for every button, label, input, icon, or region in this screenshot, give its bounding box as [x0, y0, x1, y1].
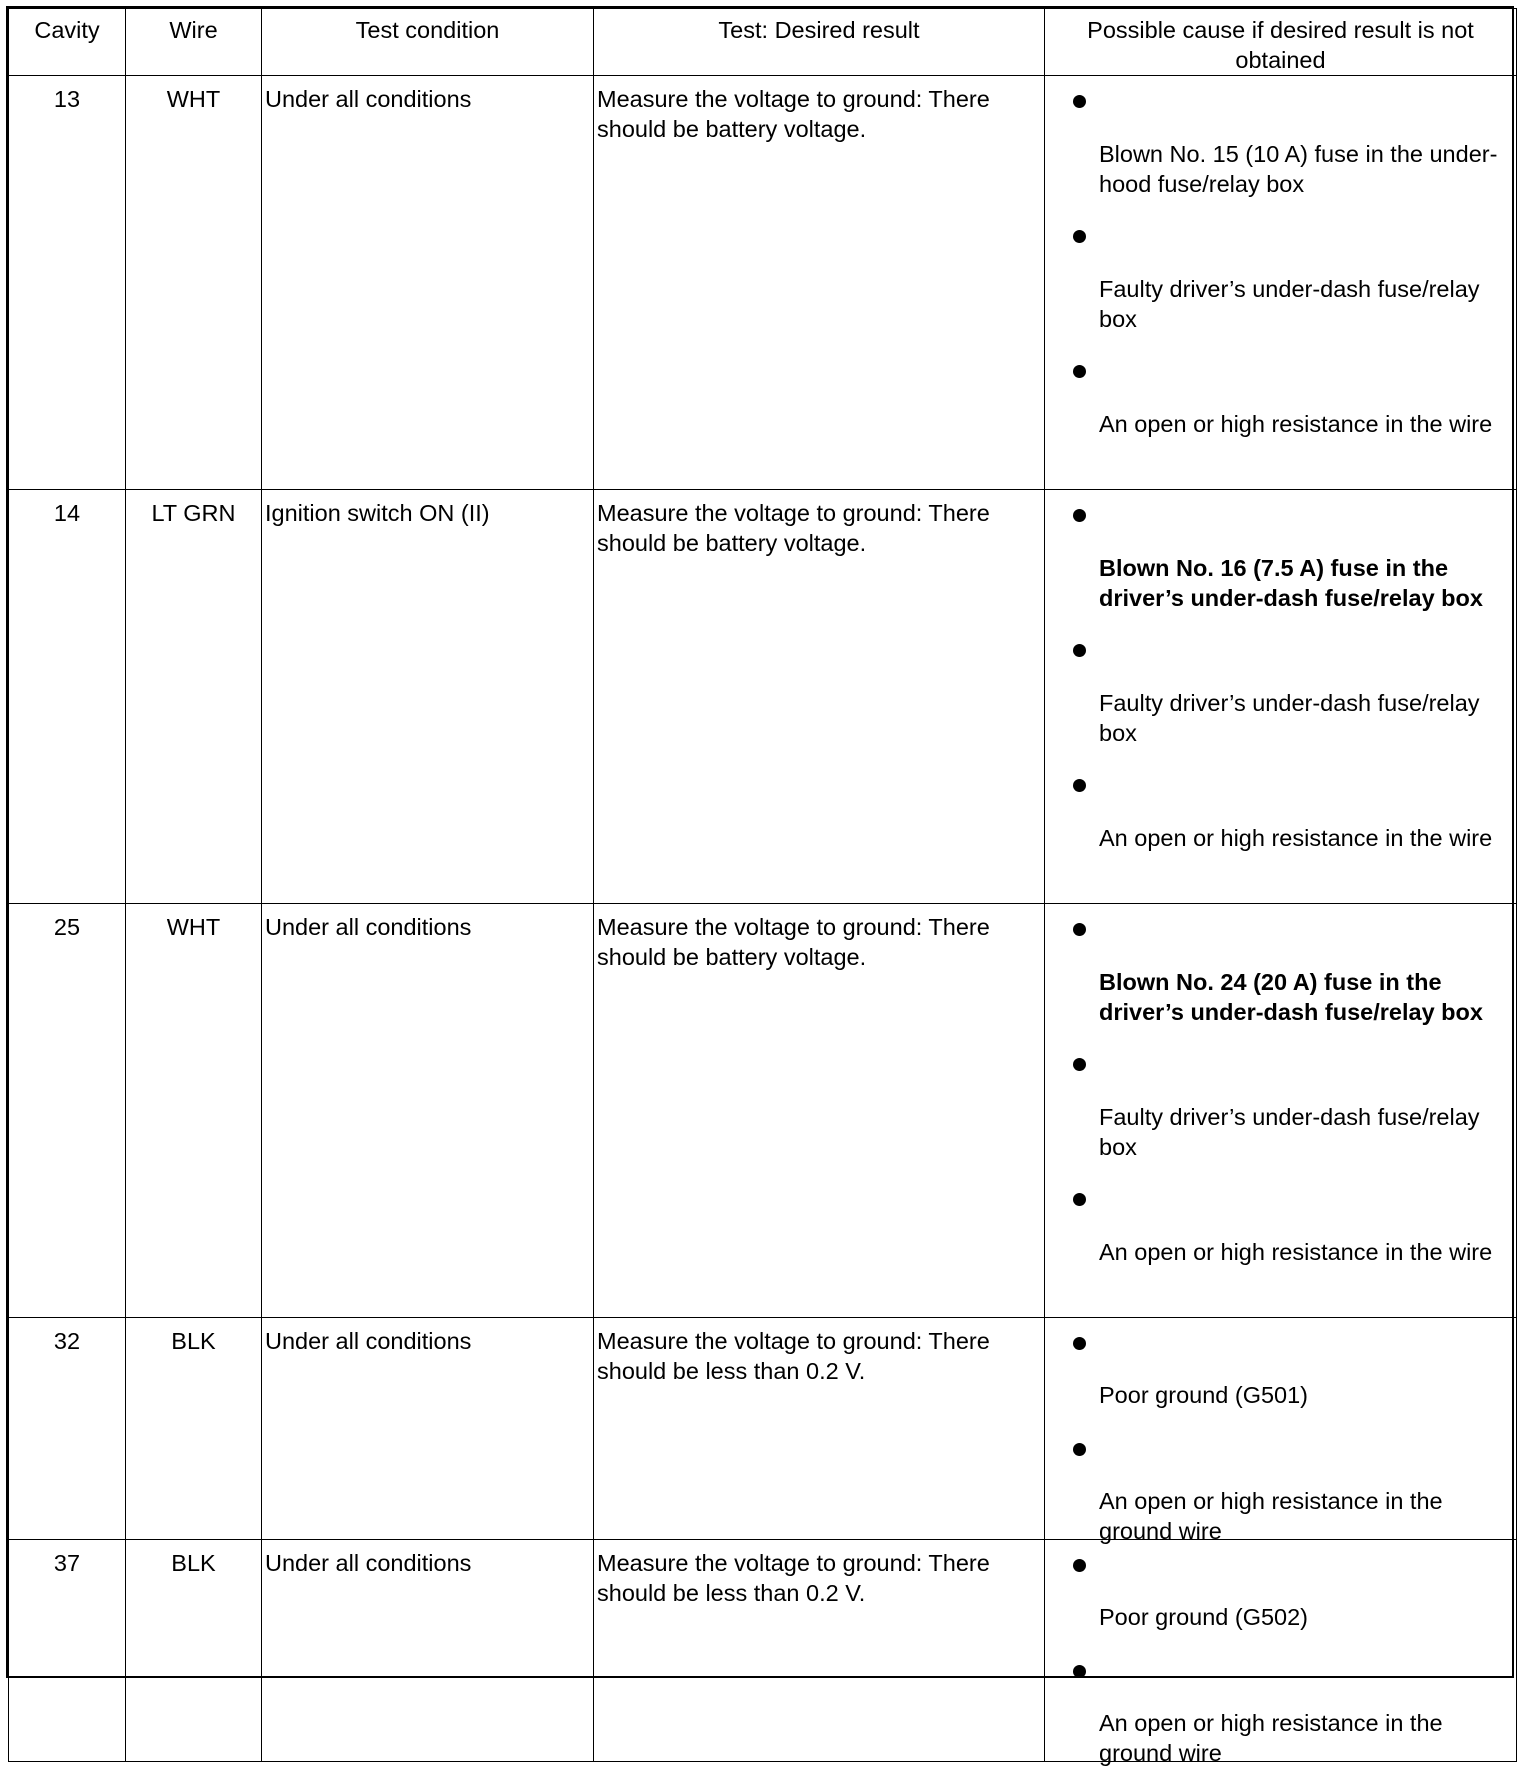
column-header-test-condition: Test condition: [262, 9, 594, 76]
test-condition-cell: Under all conditions: [262, 904, 594, 1318]
cause-text: An open or high resistance in the wire: [1099, 825, 1493, 851]
cause-item: [1057, 354, 1512, 489]
cause-item: [1057, 498, 1512, 633]
cause-text: An open or high resistance in the ground wire: [1099, 1488, 1443, 1544]
bullet-icon: [1073, 1443, 1086, 1456]
cavity-cell: 13: [9, 76, 126, 490]
cause-item: [1057, 912, 1512, 1047]
desired-result-cell: Measure the voltage to ground: There should be battery voltage.: [594, 490, 1045, 904]
column-header-desired-result: Test: Desired result: [594, 9, 1045, 76]
cause-text: Faulty driver’s under-dash fuse/relay box: [1099, 276, 1480, 332]
troubleshooting-table: [8, 8, 1517, 1766]
test-condition-cell: Under all conditions: [262, 1318, 594, 1540]
cause-item: [1057, 1432, 1512, 1544]
table-header-row: [9, 9, 1517, 76]
cause-text: An open or high resistance in the ground wire: [1099, 1710, 1443, 1766]
table-row: [9, 1318, 1517, 1540]
wire-cell: WHT: [126, 76, 262, 490]
cause-item: [1057, 1326, 1512, 1432]
cause-text: Poor ground (G502): [1099, 1604, 1309, 1630]
table-row: [9, 490, 1517, 904]
column-header-cavity: Cavity: [9, 9, 126, 76]
cavity-cell: 37: [9, 1540, 126, 1762]
bullet-icon: [1073, 365, 1086, 378]
cavity-cell: 14: [9, 490, 126, 904]
troubleshooting-table-sheet: [6, 6, 1514, 1766]
cause-item: [1057, 84, 1512, 219]
column-header-possible-cause: Possible cause if desired result is not obtained: [1045, 9, 1517, 76]
bullet-icon: [1073, 923, 1086, 936]
wire-cell: LT GRN: [126, 490, 262, 904]
wire-cell: BLK: [126, 1540, 262, 1762]
bullet-icon: [1073, 779, 1086, 792]
bullet-icon: [1073, 230, 1086, 243]
possible-cause-cell: [1045, 1540, 1517, 1766]
bullet-icon: [1073, 509, 1086, 522]
desired-result-cell: Measure the voltage to ground: There should be less than 0.2 V.: [594, 1318, 1045, 1540]
cause-text: An open or high resistance in the wire: [1099, 411, 1493, 437]
table-row: [9, 1540, 1517, 1762]
cause-item: [1057, 1654, 1512, 1766]
test-condition-cell: Under all conditions: [262, 76, 594, 490]
desired-result-cell: Measure the voltage to ground: There should be less than 0.2 V.: [594, 1540, 1045, 1762]
cause-item: [1057, 1182, 1512, 1317]
table-row: [9, 76, 1517, 490]
bullet-icon: [1073, 1058, 1086, 1071]
bullet-icon: [1073, 95, 1086, 108]
cause-text: An open or high resistance in the wire: [1099, 1239, 1493, 1265]
bullet-icon: [1073, 1559, 1086, 1572]
cause-item: [1057, 768, 1512, 903]
desired-result-cell: Measure the voltage to ground: There should be battery voltage.: [594, 76, 1045, 490]
test-condition-cell: Under all conditions: [262, 1540, 594, 1762]
possible-cause-cell: [1045, 1318, 1517, 1544]
cause-item: [1057, 1047, 1512, 1182]
bullet-icon: [1073, 1193, 1086, 1206]
cause-item: [1057, 1548, 1512, 1654]
cause-text: Blown No. 24 (20 A) fuse in the driver’s under-dash fuse/relay box: [1099, 969, 1483, 1025]
possible-cause-cell: [1045, 904, 1517, 1318]
desired-result-cell: Measure the voltage to ground: There should be battery voltage.: [594, 904, 1045, 1318]
cavity-cell: 32: [9, 1318, 126, 1540]
bullet-icon: [1073, 1337, 1086, 1350]
possible-cause-cell: [1045, 490, 1517, 904]
table-row: [9, 904, 1517, 1318]
test-condition-cell: Ignition switch ON (II): [262, 490, 594, 904]
wire-cell: BLK: [126, 1318, 262, 1540]
possible-cause-cell: [1045, 76, 1517, 490]
wire-cell: WHT: [126, 904, 262, 1318]
bullet-icon: [1073, 644, 1086, 657]
cause-item: [1057, 219, 1512, 354]
cavity-cell: 25: [9, 904, 126, 1318]
cause-text: Faulty driver’s under-dash fuse/relay box: [1099, 690, 1480, 746]
cause-text: Faulty driver’s under-dash fuse/relay box: [1099, 1104, 1480, 1160]
column-header-wire: Wire: [126, 9, 262, 76]
cause-text: Blown No. 15 (10 A) fuse in the under-hood fuse/relay box: [1099, 141, 1498, 197]
bullet-icon: [1073, 1665, 1086, 1678]
cause-text: Blown No. 16 (7.5 A) fuse in the driver’s under-dash fuse/relay box: [1099, 555, 1483, 611]
cause-item: [1057, 633, 1512, 768]
cause-text: Poor ground (G501): [1099, 1382, 1309, 1408]
